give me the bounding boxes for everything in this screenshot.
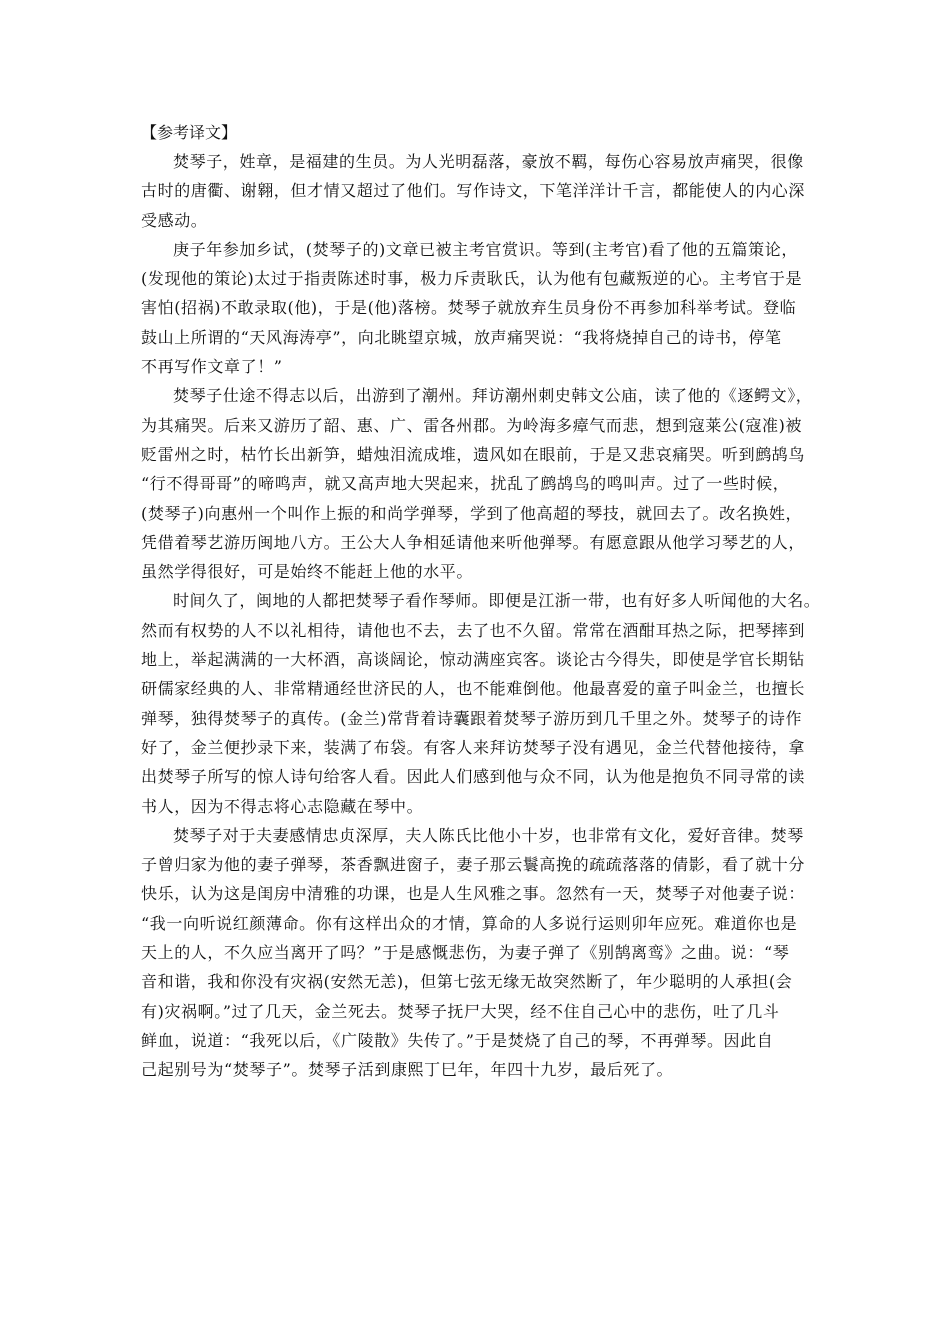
paragraph-3: [141, 381, 813, 586]
paragraph-line: 焚琴子对于夫妻感情忠贞深厚，夫人陈氏比他小十岁，也非常有文化，爱好音律。焚琴: [173, 825, 804, 845]
paragraph-line: 己起别号为“焚琴子”。焚琴子活到康熙丁巳年，年四十九岁，最后死了。: [141, 1060, 674, 1080]
paragraph-line: 快乐，认为这是闺房中清雅的功课，也是人生风雅之事。忽然有一天，焚琴子对他妻子说：: [141, 884, 806, 904]
paragraph-line: 庚子年参加乡试，(焚琴子的)文章已被主考官赏识。等到(主考官)看了他的五篇策论，: [173, 239, 798, 259]
paragraph-line: 鲜血，说道：“我死以后，《广陵散》失传了。”于是焚烧了自己的琴，不再弹琴。因此自: [141, 1030, 774, 1050]
paragraph-line: 书人，因为不得志将心志隐藏在琴中。: [141, 796, 424, 816]
paragraph-line: “我一向听说红颜薄命。你有这样出众的才情，算命的人多说行运则卯年应死。难道你也是: [141, 913, 798, 933]
paragraph-line: 时间久了，闽地的人都把焚琴子看作琴师。即便是江浙一带，也有好多人听闻他的大名。: [173, 591, 821, 611]
paragraph-line: 弹琴，独得焚琴子的真传。(金兰)常背着诗囊跟着焚琴子游历到几千里之外。焚琴子的诗作: [141, 708, 803, 728]
paragraph-line: “行不得哥哥”的啼鸣声，就又高声地大哭起来，扰乱了鹧鸪鸟的鸣叫声。过了一些时候，: [141, 474, 790, 494]
paragraph-line: 子曾归家为他的妻子弹琴，茶香飘进窗子，妻子那云鬟高挽的疏疏落落的倩影，看了就十分: [141, 855, 806, 875]
paragraph-line: 焚琴子，姓章，是福建的生员。为人光明磊落，豪放不羁，每伤心容易放声痛哭，很像: [173, 152, 804, 171]
paragraph-line: 古时的唐衢、谢翱，但才情又超过了他们。写作诗文，下笔洋洋计千言，都能使人的内心深: [141, 181, 806, 201]
paragraph-4: [141, 586, 821, 820]
paragraph-line: 为其痛哭。后来又游历了韶、惠、广、雷各州郡。为岭海多瘴气而悲，想到寇莱公(寇准)被: [141, 415, 803, 435]
paragraph-line: (焚琴子)向惠州一个叫作上振的和尚学弹琴，学到了他高超的琴技，就回去了。改名换姓，: [141, 503, 803, 523]
paragraph-line: 鼓山上所谓的“天风海涛亭”，向北眺望京城，放声痛哭说：“我将烧掉自己的诗书，停笔: [141, 327, 782, 347]
paragraph-2: [141, 235, 813, 381]
paragraph-line: 虽然学得很好，可是始终不能赶上他的水平。: [141, 562, 474, 582]
paragraph-line: (发现他的策论)太过于指责陈述时事，极力斥责耿氏，认为他有包藏叛逆的心。主考官于是: [141, 269, 803, 289]
paragraph-line: 出焚琴子所写的惊人诗句给客人看。因此人们感到他与众不同，认为他是抱负不同寻常的读: [141, 767, 806, 787]
paragraph-line: 贬雷州之时，枯竹长出新笋，蜡烛泪流成堆，遗风如在眼前，于是又悲哀痛哭。听到鹧鸪鸟: [141, 444, 806, 464]
paragraph-line: 焚琴子仕途不得志以后，出游到了潮州。拜访潮州刺史韩文公庙，读了他的《逐鳄文》，: [173, 386, 813, 406]
paragraph-1: [141, 147, 813, 235]
paragraph-line: 然而有权势的人不以礼相待，请他也不去，去了也不久留。常常在酒酣耳热之际，把琴摔到: [141, 620, 806, 640]
paragraph-line: 好了，金兰便抄录下来，装满了布袋。有客人来拜访焚琴子没有遇见，金兰代替他接待，拿: [141, 737, 806, 757]
paragraph-line: 受感动。: [141, 210, 208, 230]
paragraph-line: 害怕(招祸)不敢录取(他)，于是(他)落榜。焚琴子就放弃生员身份不再参加科举考试。登临: [141, 298, 797, 318]
section-heading: 【参考译文】: [141, 123, 238, 142]
paragraph-5: [141, 821, 813, 1085]
paragraph-line: 有)灾祸啊。”过了几天，金兰死去。焚琴子抚尸大哭，经不住自己心中的悲伤，吐了几斗: [141, 1001, 780, 1021]
paragraph-line: 不再写作文章了！”: [141, 357, 283, 377]
paragraph-line: 天上的人，不久应当离开了吗？”于是感慨悲伤，为妻子弹了《别鹄离鸾》之曲。说：“琴: [141, 943, 790, 963]
paragraph-line: 地上，举起满满的一大杯酒，高谈阔论，惊动满座宾客。谈论古今得失，即使是学官长期钻: [141, 650, 806, 670]
paragraph-line: 研儒家经典的人、非常精通经世济民的人，也不能难倒他。他最喜爱的童子叫金兰，也擅长: [141, 679, 806, 699]
document-page: [141, 119, 821, 1085]
paragraph-line: 凭借着琴艺游历闽地八方。王公大人争相延请他来听他弹琴。有愿意跟从他学习琴艺的人，: [141, 532, 806, 552]
paragraph-line: 音和谐，我和你没有灾祸(安然无恙)，但第七弦无缘无故突然断了，年少聪明的人承担(会: [141, 972, 793, 992]
